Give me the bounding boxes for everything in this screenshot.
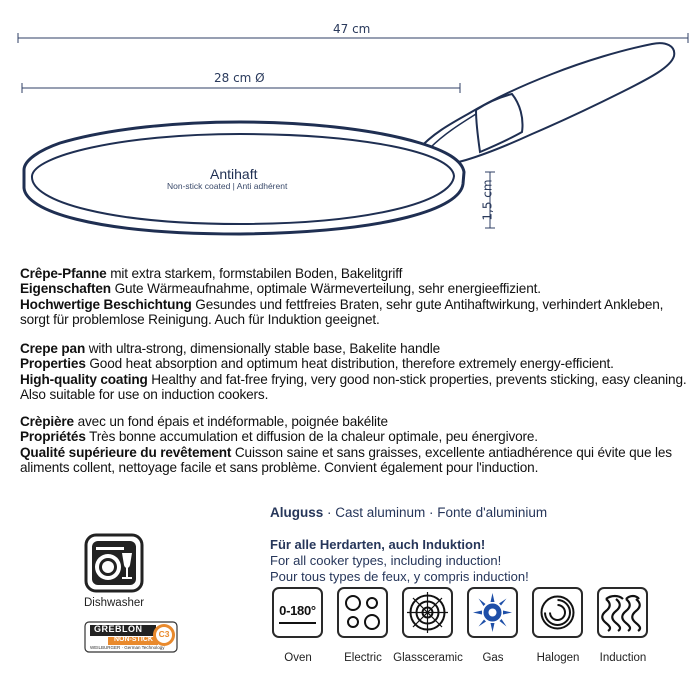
description-fr (20, 414, 690, 476)
greblon-brand: GREBLON (94, 624, 143, 634)
hob-induction (597, 587, 648, 638)
en-line-3: High-quality coating Healthy and fat-free frying, very good non-stick properties, prevents sticking, easy cleaning. Also suitable for use on induction cookers. (20, 371, 687, 403)
total-length-label: 47 cm (333, 22, 371, 36)
induction-coil-icon (599, 589, 646, 636)
hob-oven (272, 587, 323, 638)
material-line: Aluguss · Cast aluminum · Fonte d'aluminium (270, 505, 548, 520)
pan-illustration (0, 0, 700, 255)
electric-hob-icon (339, 589, 386, 636)
dishwasher-icon (84, 533, 144, 593)
oven-bar (279, 622, 316, 624)
pan-handle (418, 43, 674, 164)
pan-surface-subtitle: Non-stick coated | Anti adhérent (167, 181, 288, 191)
height-label: 1,5 cm (480, 179, 495, 221)
greblon-line: NON-STICK (114, 636, 153, 643)
fr-line-1: Crèpière avec un fond épais et indéformable, poignée bakélite (20, 414, 388, 429)
diameter-label: 28 cm Ø (214, 71, 265, 85)
cooker-en: For all cooker types, including induction! (270, 553, 502, 568)
de-line-1: Crêpe-Pfanne mit extra starkem, formstabilen Boden, Bakelitgriff (20, 266, 403, 281)
description-de (20, 266, 690, 328)
hob-glassceramic (402, 587, 453, 638)
hob-label-glassceramic: Glassceramic (393, 652, 463, 664)
de-line-2: Eigenschaften Gute Wärmeaufnahme, optimale Wärmeverteilung, sehr energieeffizient. (20, 281, 541, 297)
greblon-tiny-text: WEILBURGER · German Technology (90, 645, 165, 650)
hob-gas (467, 587, 518, 638)
en-line-2: Properties Good heat absorption and optimum heat distribution, therefore extremely energy-efficient. (20, 356, 614, 372)
fr-line-2: Propriétés Très bonne accumulation et diffusion de la chaleur optimale, peu énergivore. (20, 429, 538, 445)
description-en (20, 341, 690, 403)
gas-flame-icon (469, 589, 516, 636)
hob-label-electric: Electric (344, 652, 382, 664)
de-line-3: Hochwertige Beschichtung Gesundes und fettfreies Braten, sehr gute Antihaftwirkung, verhindert Ankleben, sorgt für problemlose Reinigung. Auch für Induktion geeignet. (20, 296, 664, 328)
oven-temp: 0-180° (279, 603, 316, 618)
cooker-headline: Für alle Herdarten, auch Induktion! (270, 537, 486, 552)
hob-halogen (532, 587, 583, 638)
cooker-fr: Pour tous types de feux, y compris induction! (270, 569, 529, 584)
greblon-grade: C3 (158, 629, 170, 639)
halogen-hob-icon (534, 589, 581, 636)
en-line-1: Crepe pan with ultra-strong, dimensionally stable base, Bakelite handle (20, 341, 441, 356)
pan-surface-title: Antihaft (210, 166, 258, 182)
greblon-badge (84, 621, 178, 653)
dishwasher-badge (84, 533, 144, 593)
hob-electric (337, 587, 388, 638)
hob-label-gas: Gas (482, 652, 504, 664)
glassceramic-hob-icon (404, 589, 451, 636)
fr-line-3: Qualité supérieure du revêtement Cuisson saine et sans graisses, excellente antiadhérence qui évite que les aliments collent, nettoyage facile et sans problème. Convient également pour l'induction. (20, 444, 672, 476)
dishwasher-label: Dishwasher (84, 597, 145, 609)
hob-label-oven: Oven (284, 652, 312, 664)
hob-label-induction: Induction (599, 652, 647, 664)
hob-label-halogen: Halogen (536, 652, 580, 664)
